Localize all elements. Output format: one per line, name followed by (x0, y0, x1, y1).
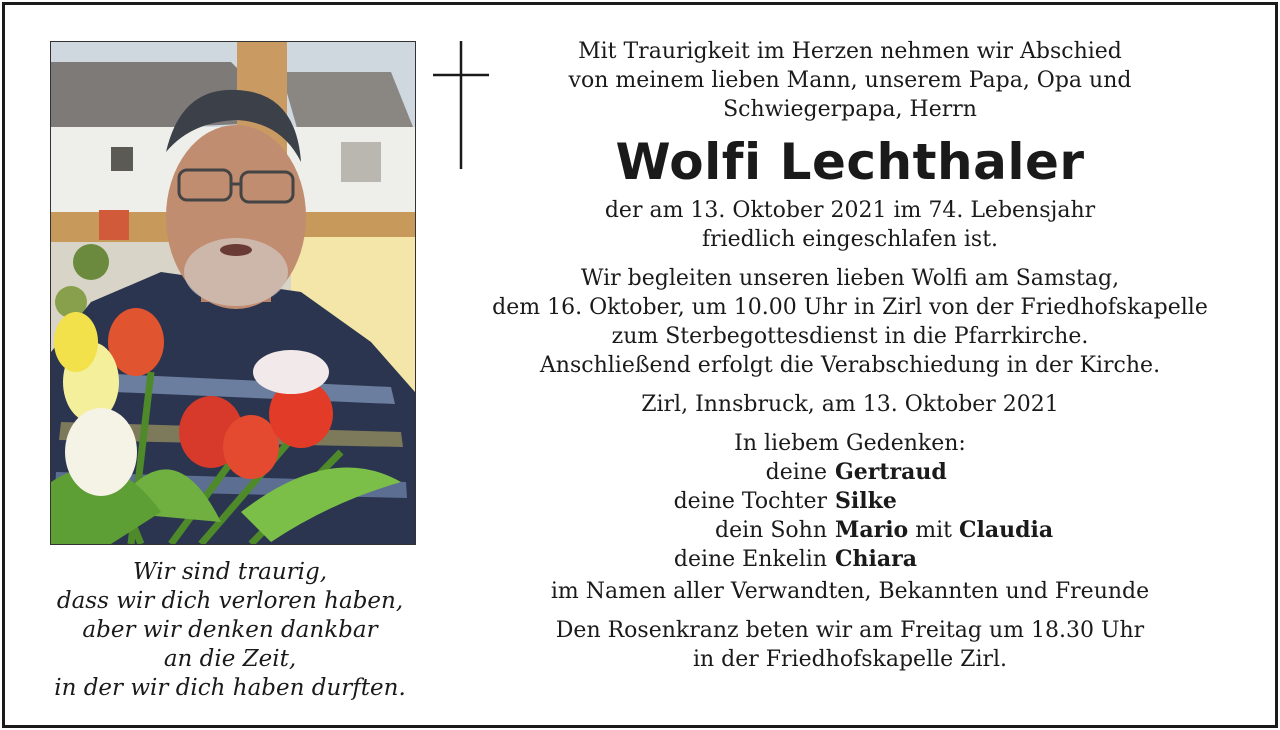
signer-relation: deine Enkelin (673, 547, 827, 572)
place-date: Zirl, Innsbruck, am 13. Oktober 2021 (641, 392, 1059, 417)
signer-name: Mario (835, 517, 909, 543)
signer-name-group (835, 516, 1225, 545)
signer-name: Chiara (835, 546, 917, 572)
intro-line: von meinem lieben Mann, unserem Papa, Opa und (568, 68, 1132, 93)
poem-line: an die Zeit, (163, 646, 297, 672)
poem-line: Wir sind traurig, (132, 559, 328, 585)
relatives-line: im Namen aller Verwandten, Bekannten und Freunde (550, 579, 1150, 604)
poem (25, 558, 435, 703)
obituary-text (475, 37, 1225, 674)
intro-line: Mit Traurigkeit im Herzen nehmen wir Abschied (578, 39, 1122, 64)
death-line: friedlich eingeschlafen ist. (701, 227, 999, 252)
poem-line: dass wir dich verloren haben, (56, 588, 404, 614)
rosary-line: Den Rosenkranz beten wir am Freitag um 18.30 Uhr (555, 618, 1145, 643)
death-line: der am 13. Oktober 2021 im 74. Lebensjahr (604, 198, 1096, 223)
rosary-notice (475, 616, 1225, 674)
signer-name: Gertraud (835, 459, 947, 485)
signers-list (475, 458, 1225, 574)
signer-relation: deine (765, 460, 827, 485)
service-details (475, 264, 1225, 380)
poem-line: aber wir denken dankbar (82, 617, 378, 643)
signer-conjunction: mit (908, 518, 959, 543)
service-line: dem 16. Oktober, um 10.00 Uhr in Zirl von der Friedhofskapelle (492, 295, 1208, 320)
poem-line: in der wir dich haben durften. (54, 675, 406, 701)
rosary-line: in der Friedhofskapelle Zirl. (692, 647, 1008, 672)
service-line: Anschließend erfolgt die Verabschiedung in der Kirche. (539, 353, 1161, 378)
intro-line: Schwiegerpapa, Herrn (723, 97, 977, 122)
service-line: zum Sterbegottesdienst in die Pfarrkirche. (611, 324, 1089, 349)
memory-heading: In liebem Gedenken: (734, 431, 966, 456)
service-line: Wir begleiten unseren lieben Wolfi am Samstag, (580, 266, 1120, 291)
signer-relation: dein Sohn (715, 518, 827, 543)
death-notice (475, 196, 1225, 254)
portrait-photo (50, 41, 416, 545)
deceased-name: Wolfi Lechthaler (615, 133, 1085, 191)
signer-name: Claudia (958, 517, 1054, 543)
intro (475, 37, 1225, 124)
signer-relation: deine Tochter (673, 489, 827, 514)
obituary-frame (2, 2, 1278, 728)
signer-name: Silke (835, 488, 897, 514)
